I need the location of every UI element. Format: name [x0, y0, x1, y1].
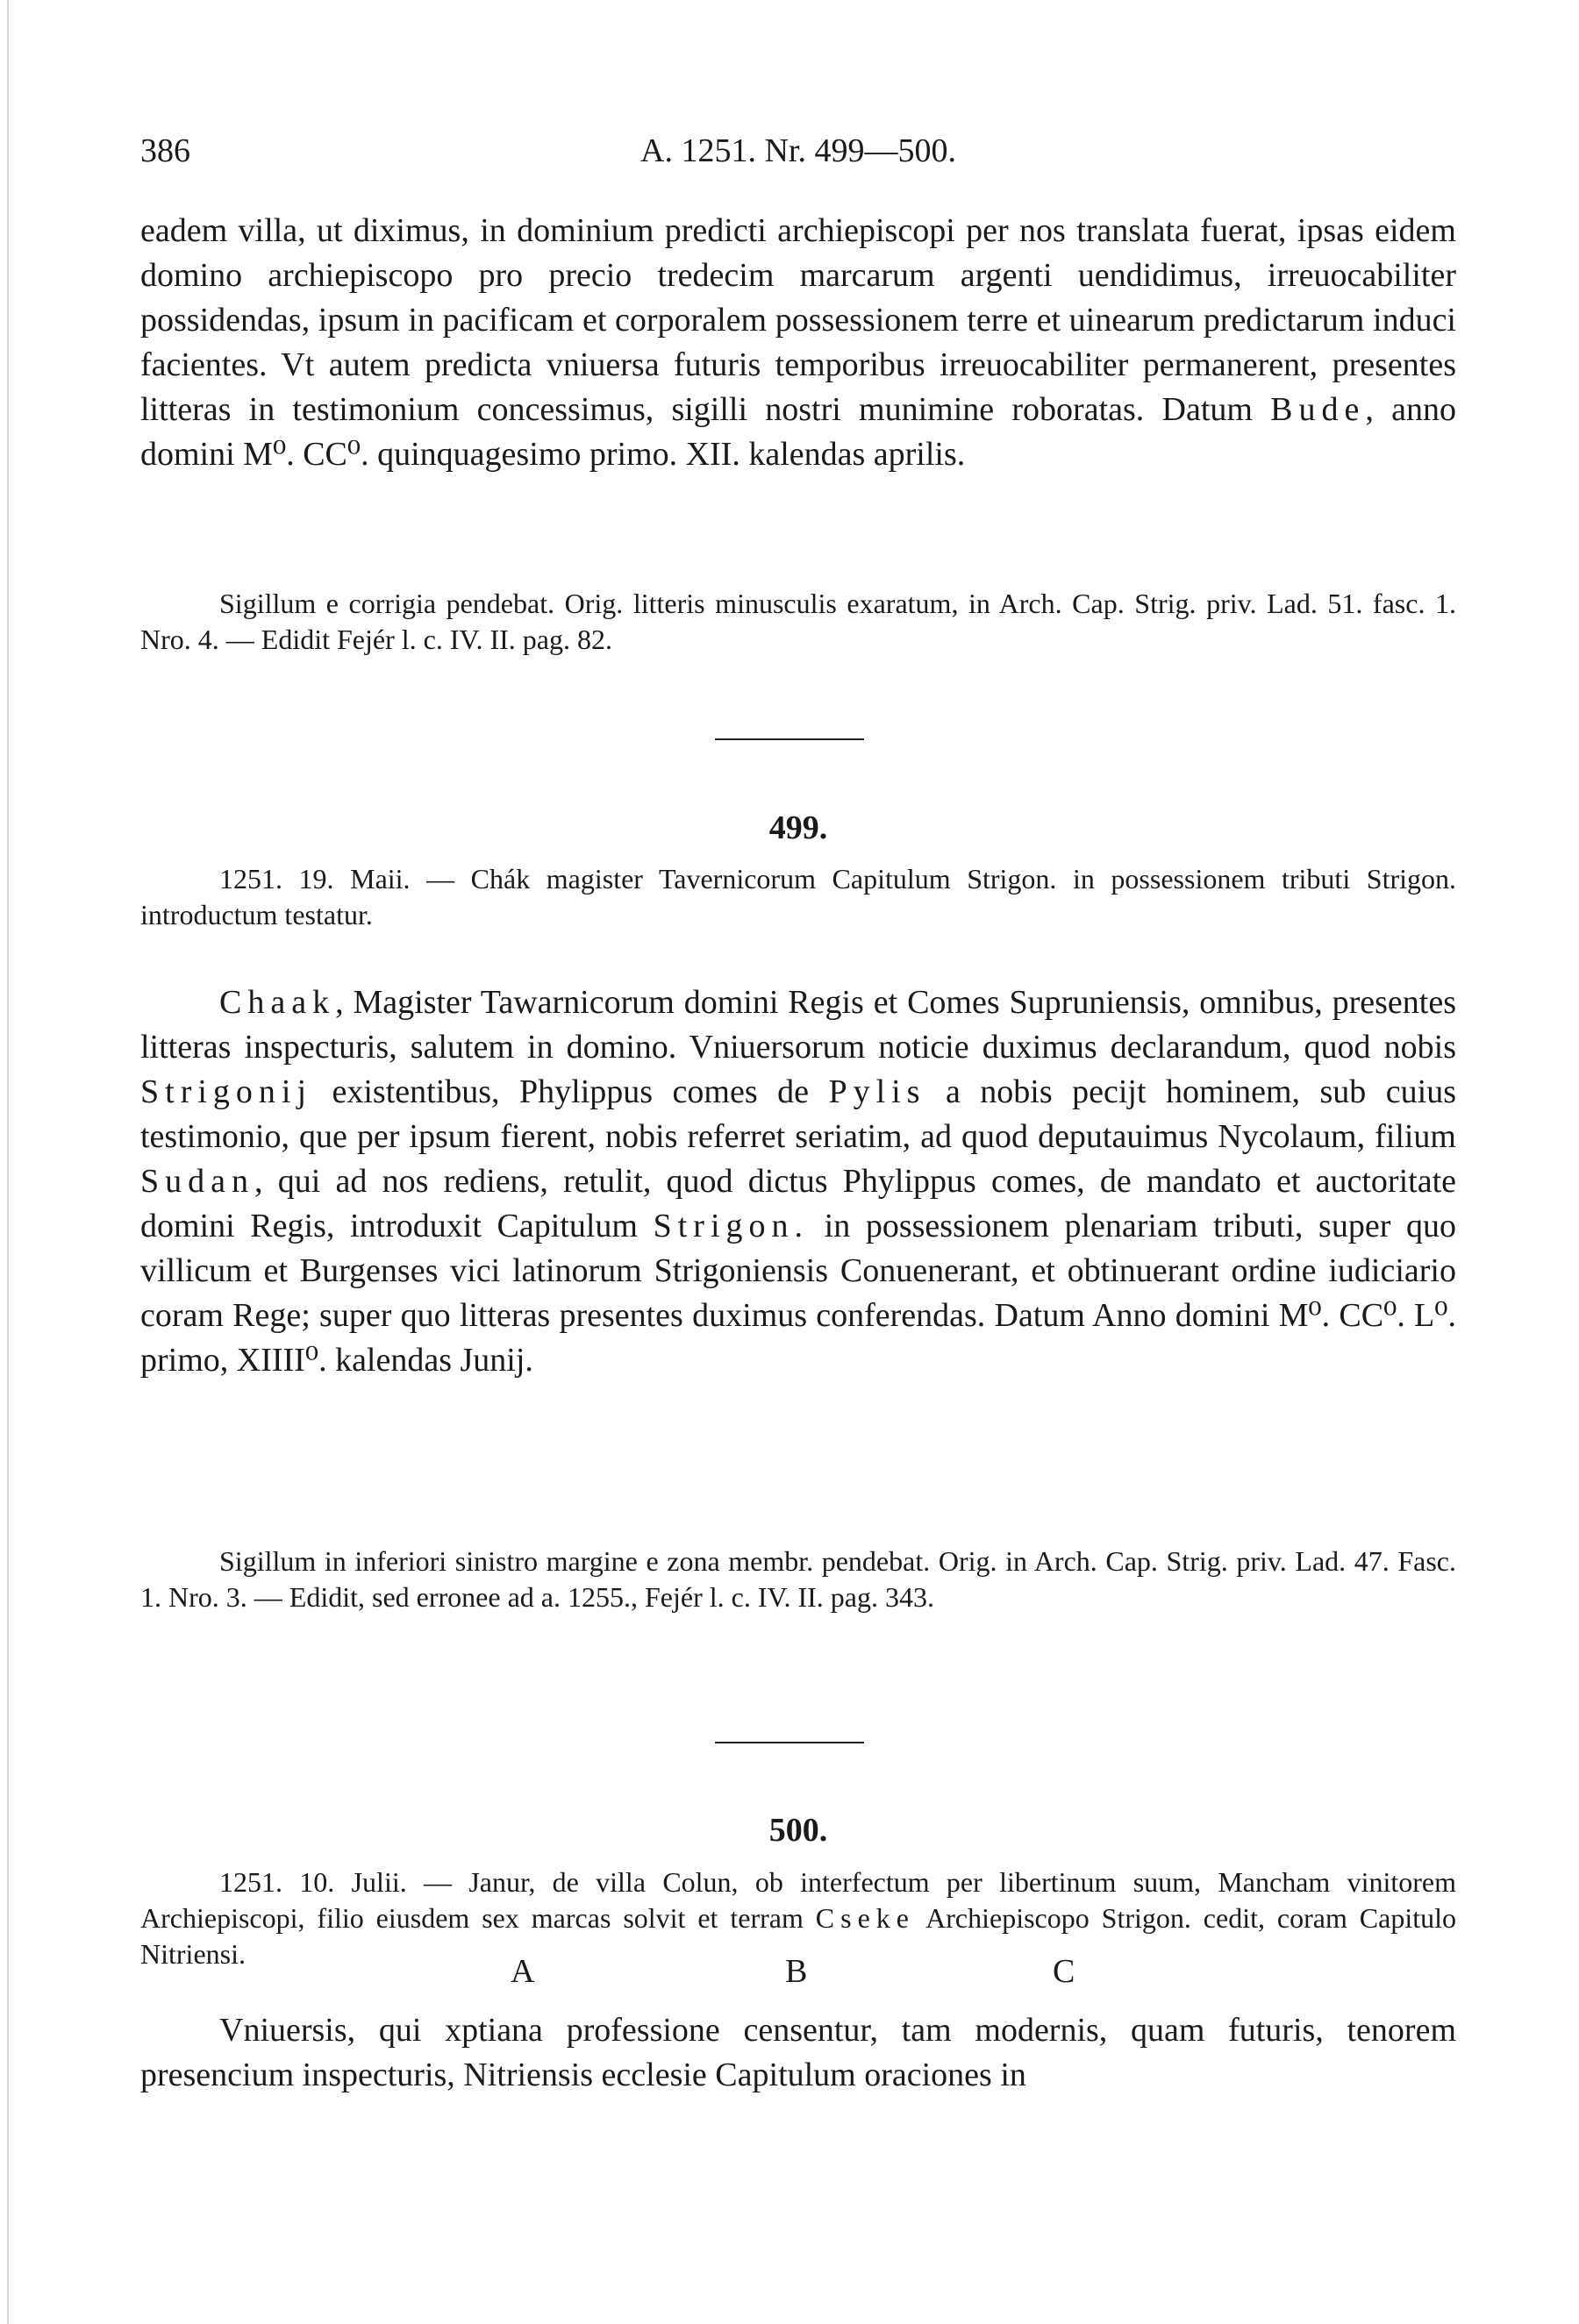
- place-cseke: Cseke: [815, 1902, 915, 1934]
- section-divider: [715, 1742, 864, 1743]
- text-span: , Magister Tawarnicorum domini Regis et Comes Supruniensis, omnibus, presentes litteras inspecturis, salutem in domino. Vniuersorum noticie duximus declarandum, quod nobis: [140, 984, 1456, 1066]
- page-header: [140, 132, 1456, 175]
- charter-498-note: Sigillum e corrigia pendebat. Orig. litteris minusculis exaratum, in Arch. Cap. Strig. priv. Lad. 51. fasc. 1. Nro. 4. — Edidit Fejér l. c. IV. II. pag. 82.: [140, 588, 1456, 655]
- text-span: in possessionem plenariam tributi, super quo villicum et Burgenses vici latinorum Strigoniensis Conuenerant, et obtinuerant ordine iudiciario coram Rege; super quo litteras presentes duximus conferendas. Datum Anno domini M⁰. CC⁰. L⁰. primo, XIIII⁰. kalendas Junij.: [140, 1208, 1456, 1379]
- place-strigon: Strigon.: [653, 1208, 810, 1244]
- text-span: a nobis pecijt hominem, sub cuius testimonio, que per ipsum fierent, nobis referret seriatim, ad quod deputauimus Nycolaum, filium: [140, 1073, 1456, 1155]
- manuscript-siglum-c: C: [1053, 1953, 1075, 1990]
- document-500-text: Vniuersis, qui xptiana professione censentur, tam modernis, quam futuris, tenorem presencium inspecturis, Nitriensis ecclesie Capitulum oraciones in: [140, 2012, 1456, 2093]
- text-span: 1251. 10. Julii. — Janur, de villa Colun, ob interfectum per libertinum suum, Mancham vinitorem Archiepiscopi, filio eiusdem sex marcas solvit et terram: [140, 1866, 1456, 1934]
- charter-date: , anno domini M⁰. CC⁰. quinquagesimo primo. XII. kalendas aprilis.: [140, 391, 1456, 473]
- manuscript-siglum-a: A: [511, 1953, 535, 1990]
- charter-498-ending: [140, 209, 1456, 477]
- document-499-summary: 1251. 19. Maii. — Chák magister Tavernicorum Capitulum Strigon. in possessionem tributi Strigon. introductum testatur.: [140, 863, 1456, 930]
- scan-edge-line: [7, 0, 9, 2324]
- place-pylis: Pylis: [828, 1073, 926, 1110]
- text-span: existentibus, Phylippus comes de: [312, 1073, 829, 1110]
- running-title: A. 1251. Nr. 499—500.: [640, 132, 956, 169]
- document-number-500: 500.: [768, 1812, 828, 1849]
- section-divider: [715, 738, 864, 740]
- manuscript-siglum-b: B: [785, 1953, 808, 1990]
- document-number-499: 499.: [768, 809, 828, 846]
- document-499-note: Sigillum in inferiori sinistro margine e zona membr. pendebat. Orig. in Arch. Cap. Strig. priv. Lad. 47. Fasc. 1. Nro. 3. — Edidit, sed erronee ad a. 1255., Fejér l. c. IV. II. pag. 343.: [140, 1545, 1456, 1613]
- charter-text: eadem villa, ut diximus, in dominium predicti archiepiscopi per nos translata fuerat, ipsas eidem domino archiepiscopo pro precio tredecim marcarum argenti uendidimus, irreuocabiliter possidendas, ipsum in pacificam et corporalem possessionem terre et uinearum predictarum induci facientes. Vt autem predicta vniuersa futuris temporibus irreuocabiliter permanerent, presentes litteras in testimonium concessimus, sigilli nostri munimine roboratas. Datum: [140, 212, 1456, 428]
- document-499-text: [140, 980, 1456, 1383]
- name-chaak: Chaak: [219, 984, 336, 1021]
- place-name: Bude: [1270, 391, 1366, 428]
- place-strigonij: Strigonij: [140, 1073, 313, 1110]
- text-span: Archiepiscopo Strigon. cedit, coram Capitulo Nitriensi.: [140, 1902, 1457, 1970]
- text-span: , qui ad nos rediens, retulit, quod dictus Phylippus comes, de mandato et auctoritate domini Regis, introduxit Capitulum: [140, 1163, 1456, 1244]
- page-number: 386: [140, 132, 190, 169]
- name-sudan: Sudan: [140, 1163, 254, 1200]
